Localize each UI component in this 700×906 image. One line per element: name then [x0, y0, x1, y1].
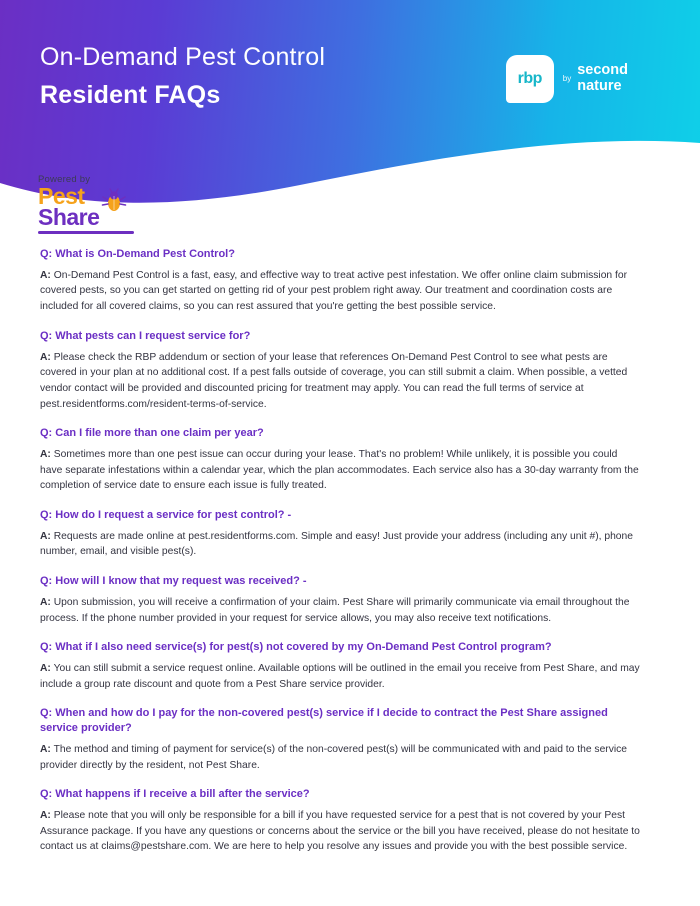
faq-answer [40, 268, 640, 315]
title-line-2: Resident FAQs [40, 81, 221, 110]
faq-question: Q: Can I file more than one claim per year? [40, 427, 264, 440]
faq-item [40, 706, 640, 773]
second-nature-wordmark [563, 63, 628, 94]
powered-by-pest-share [38, 174, 134, 234]
faq-answer [40, 350, 640, 413]
faq-list [40, 247, 640, 869]
faq-answer-prefix: A: [40, 744, 51, 755]
faq-answer-text: Upon submission, you will receive a confirmation of your claim. Pest Share will primarily communicate via email throughout the process. If the phone number provided in your request for service allows, you may also receive text notifications. [40, 596, 630, 624]
faq-question: Q: What is On-Demand Pest Control? [40, 248, 235, 260]
faq-answer-prefix: A: [40, 810, 51, 822]
faq-answer-text: The method and timing of payment for service(s) of the non-covered pest(s) will be communicated with and paid to the service provider directly by the resident, not Pest Share. [40, 744, 628, 771]
powered-by-label: Powered by [38, 174, 91, 185]
faq-answer-prefix: A: [40, 449, 51, 461]
faq-answer-prefix: A: [40, 596, 51, 608]
faq-item [40, 787, 640, 855]
faq-answer [40, 529, 640, 560]
faq-answer-text: Sometimes more than one pest issue can occur during your lease. That's no problem! While unlikely, it is possible you could have separate infestations within a calendar year, which the plan accommodates. Each service also has a 30-day warranty from the completion of service date to ensure each issue is fully treated. [40, 449, 639, 492]
faq-item [40, 640, 640, 692]
faq-answer-text: You can still submit a service request online. Available options will be outlined in the email you receive from Pest Share, and may include a group rate discount and quote from a Pest Share service provider. [40, 663, 640, 690]
second-nature-line-1: second [577, 62, 628, 79]
faq-question: Q: How will I know that my request was received? - [40, 575, 307, 588]
pest-share-underline [38, 231, 134, 234]
faq-item [40, 426, 640, 494]
faq-answer [40, 595, 640, 626]
bug-icon [101, 188, 127, 214]
rbp-logo-label: rbp [517, 70, 542, 87]
faq-question: Q: What if I also need service(s) for pest(s) not covered by my On-Demand Pest Control program? [40, 641, 552, 654]
faq-item [40, 329, 640, 412]
faq-item [40, 247, 640, 315]
title-line-1: On-Demand Pest Control [40, 43, 326, 71]
faq-answer-prefix: A: [40, 351, 51, 363]
rbp-logo-icon [506, 55, 554, 103]
faq-answer-text: Requests are made online at pest.residentforms.com. Simple and easy! Just provide your address (including any unit #), phone number, email, and visible pest(s). [40, 530, 633, 558]
faq-answer-text: On-Demand Pest Control is a fast, easy, and effective way to treat active pest infestation. We offer online claim submission for covered pests, so you can get started on getting rid of your pest problem right away. Our treatment and coordination costs are included for all covered claims, so you can rest assured that you're getting the best possible service. [40, 269, 628, 313]
faq-question: Q: When and how do I pay for the non-covered pest(s) service if I decide to contract the Pest Share assigned service provider? [40, 707, 608, 735]
faq-item [40, 508, 640, 560]
faq-answer [40, 447, 640, 494]
faq-answer [40, 661, 640, 692]
faq-answer [40, 742, 640, 773]
rbp-second-nature-logo [506, 55, 628, 103]
pest-share-logo [38, 183, 134, 231]
faq-question: Q: How do I request a service for pest control? - [40, 508, 292, 521]
faq-question: Q: What happens if I receive a bill after the service? [40, 788, 310, 801]
pest-share-wordmark [38, 183, 100, 231]
by-label: by [562, 73, 572, 83]
faq-answer [40, 808, 640, 855]
faq-answer-text: Please check the RBP addendum or section of your lease that references On-Demand Pest Control to see what pests are covered in your plan at no additional cost. If a pest falls outside of coverage, you can still submit a claim. When possible, a vetted vendor contact will be provided and discounted pricing for treatment may apply. You can read the full terms of service at pest.residentforms.com/resident-terms-of-service. [40, 351, 628, 410]
faq-item [40, 574, 640, 626]
faq-question: Q: What pests can I request service for? [40, 329, 251, 342]
faq-answer-prefix: A: [40, 269, 51, 281]
faq-answer-text: Please note that you will only be responsible for a bill if you have requested service for a pest that is not covered by your Pest Assurance package. If you have any questions or concerns about the service or the bill you have received, please do not hesitate to contact us at claims@pestshare.com. We are here to help you resolve any issues and provide you with the best possible service. [40, 810, 640, 853]
share-word: Share [38, 204, 100, 231]
faq-answer-prefix: A: [40, 663, 51, 675]
second-nature-line-2: nature [577, 78, 622, 94]
page-title [40, 42, 325, 112]
pest-word: Pest [38, 183, 85, 209]
faq-answer-prefix: A: [40, 530, 51, 542]
